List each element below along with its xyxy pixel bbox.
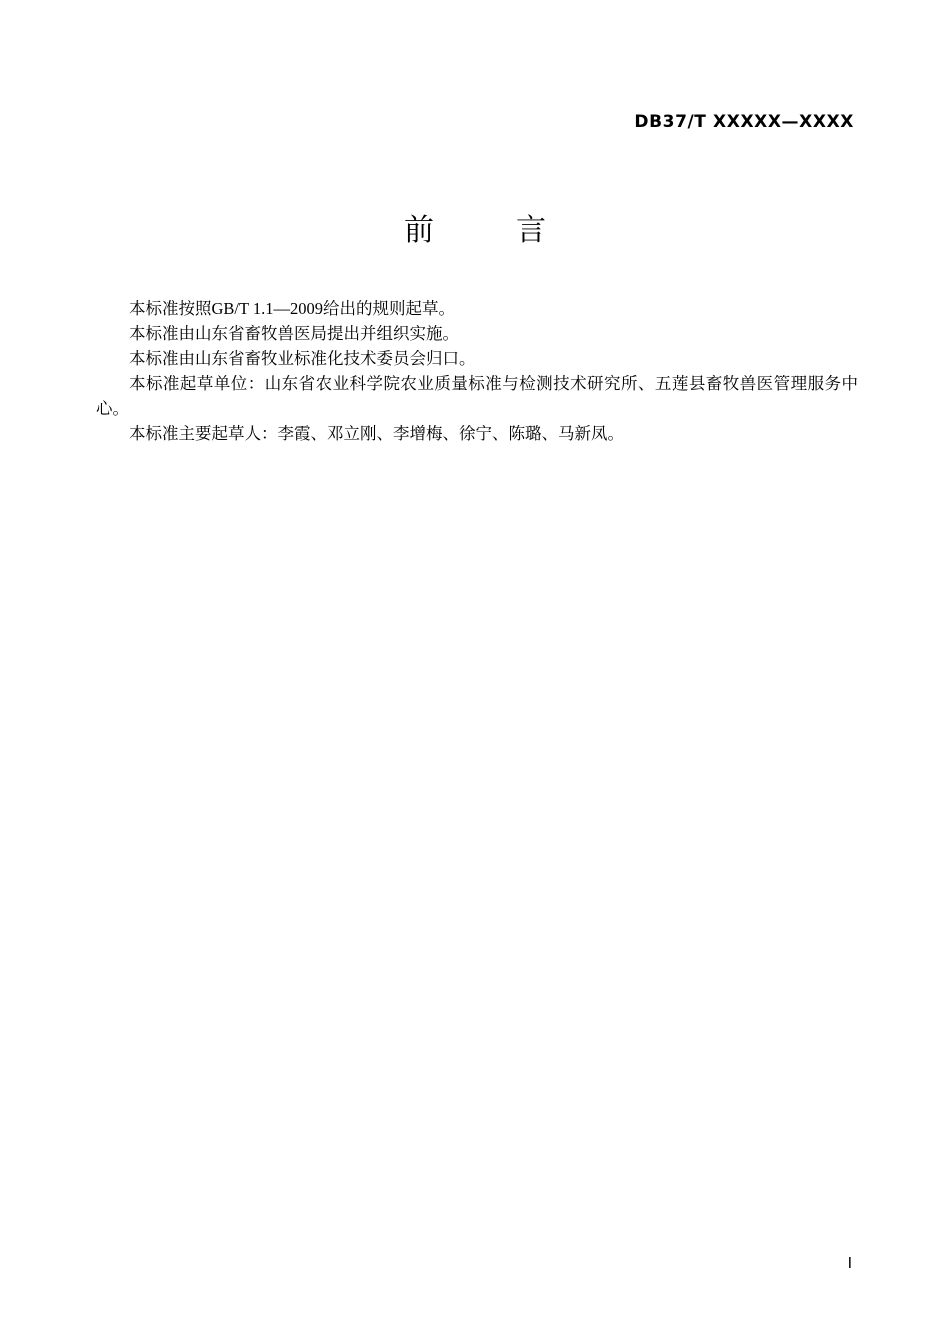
foreword-body (96, 296, 858, 446)
page-title: 前 言 (404, 213, 572, 248)
foreword-paragraph: 本标准由山东省畜牧业标准化技术委员会归口。 (129, 349, 476, 368)
page-header-standard-number: DB37/T XXXXX—XXXX (634, 112, 854, 132)
foreword-paragraph: 本标准主要起草人：李霞、邓立刚、李增梅、徐宁、陈璐、马新凤。 (129, 424, 624, 443)
page-number: I (847, 1254, 852, 1272)
foreword-paragraph: 本标准起草单位：山东省农业科学院农业质量标准与检测技术研究所、五莲县畜牧兽医管理服务中心。 (96, 374, 858, 418)
foreword-paragraph: 本标准按照GB/T 1.1—2009给出的规则起草。 (129, 299, 456, 318)
foreword-paragraph: 本标准由山东省畜牧兽医局提出并组织实施。 (129, 324, 459, 343)
